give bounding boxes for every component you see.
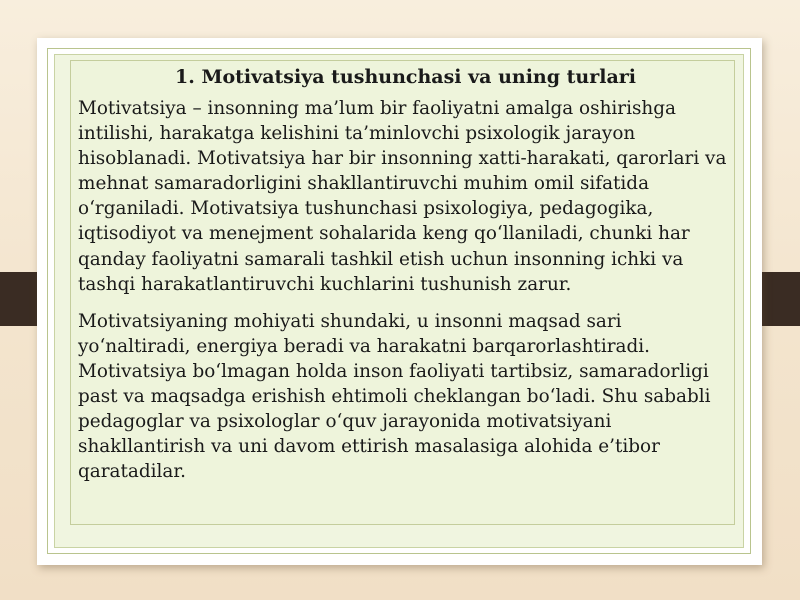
paragraph-2: Motivatsiyaning mohiyati shundaki, u insonni maqsad sari yo‘naltiradi, energiya beradi va harakatni barqarorlashtiradi. Motivatsiya bo‘lmagan holda inson faoliyati tartibsiz, samaradorligi past va maqsadga erishish ehtimoli cheklangan bo‘ladi. Shu sababli pedagoglar va psixologlar o‘quv jarayonida motivatsiyani shakllantirish va uni davom ettirish masalasiga alohida e’tibor qaratadilar. (78, 310, 711, 483)
paragraph-1: Motivatsiya – insonning ma’lum bir faoliyatni amalga oshirishga intilishi, harakatga kelishini ta’minlovchi psixologik jarayon hisoblanadi. Motivatsiya har bir insonning xatti-harakati, qarorlari va mehnat samaradorligini shakllantiruvchi muhim omil sifatida o‘rganiladi. Motivatsiya tushunchasi psixologiya, pedagogika, iqtisodiyot va menejment sohalarida keng qo‘llaniladi, chunki har qanday faoliyatni samarali tashkil etish uchun insonning ichki va tashqi harakatlantiruvchi kuchlarini tushunish zarur. (78, 98, 727, 295)
slide-content (78, 64, 733, 496)
slide-title: 1. Motivatsiya tushunchasi va uning turlari (175, 66, 636, 88)
